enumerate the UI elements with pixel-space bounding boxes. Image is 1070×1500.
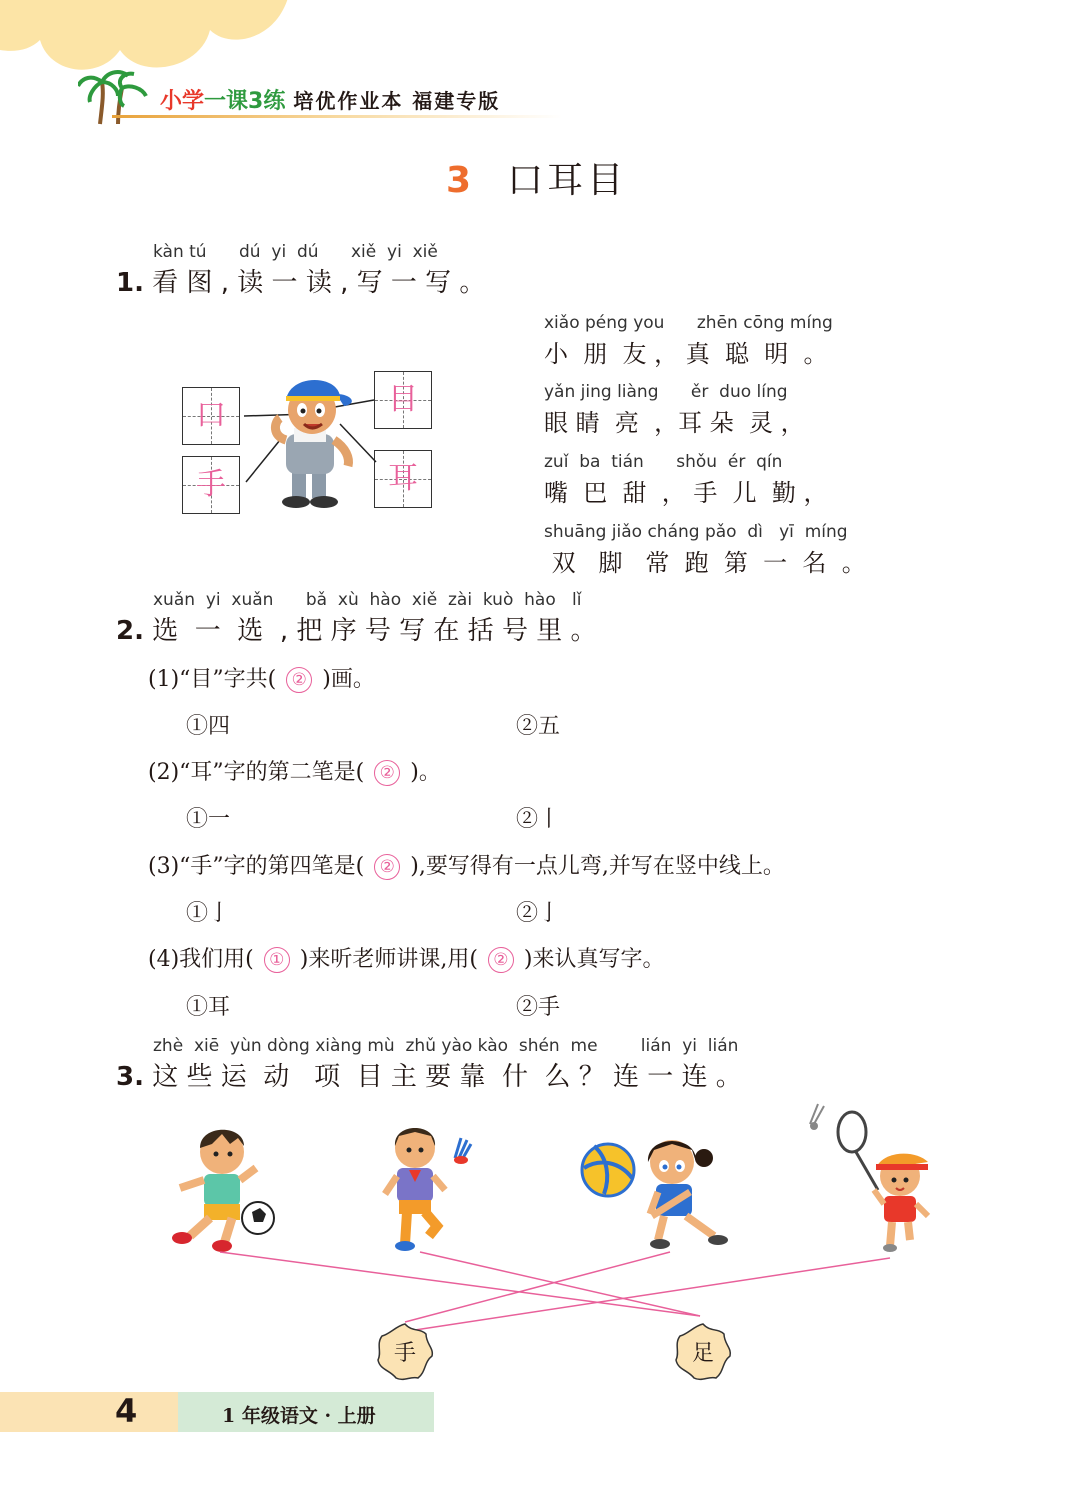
book-label: 1 年级语文 · 上册 <box>222 1405 376 1427</box>
lesson-name: 口耳目 <box>507 160 628 201</box>
poem-line-3-pinyin: zuǐ ba tián shǒu ér qín <box>544 452 783 472</box>
q2-number: 2. <box>116 616 144 646</box>
grid-char-text: 目 <box>388 382 418 417</box>
brand-part-b: 一课3练 <box>204 89 286 114</box>
boy-illustration <box>240 370 380 510</box>
answer-mark: ① <box>264 947 290 973</box>
q2-item-2 <box>148 755 441 786</box>
lesson-number: 3 <box>446 160 472 201</box>
q1-number: 1. <box>116 268 144 298</box>
q2-item-1-post: )画。 <box>322 667 375 692</box>
q2-item-3-pre: (3)“手”字的第四笔是( <box>148 854 365 879</box>
q2-item-3-option-2: ②亅 <box>516 901 561 926</box>
brand-part-a: 小学 <box>160 89 205 114</box>
match-target-foot[interactable] <box>672 1322 734 1382</box>
header-title <box>160 84 500 115</box>
poem-line-1: 小 朋 友 ， 真 聪 明 。 <box>544 340 828 368</box>
grid-char-mouth <box>182 387 240 445</box>
grid-char-text: 手 <box>196 467 226 502</box>
answer-mark: ② <box>488 947 514 973</box>
poem-line-4: 双 脚 常 跑 第 一 名 。 <box>544 549 866 577</box>
match-target-label: 手 <box>393 1341 416 1366</box>
header-underline <box>112 115 562 118</box>
volleyball-girl-illustration <box>580 1128 740 1253</box>
q2-item-1-pre: (1)“目”字共( <box>148 667 277 692</box>
soccer-player-illustration <box>160 1118 280 1253</box>
q2-item-4-post: )来认真写字。 <box>523 947 665 972</box>
q3-pinyin: zhè xiē yùn dòng xiàng mù zhǔ yào kào shén me lián yi lián <box>153 1036 739 1056</box>
q2-heading <box>116 610 596 647</box>
grid-char-ear <box>374 450 432 508</box>
match-target-label: 足 <box>691 1341 714 1366</box>
footer-left-band <box>0 1392 180 1432</box>
q1-text: 看 图 , 读 一 读 , 写 一 写 。 <box>152 268 486 298</box>
poem-line-1-pinyin: xiǎo péng you zhēn cōng míng <box>544 313 833 333</box>
q2-item-2-option-2: ②丨 <box>516 807 561 832</box>
q2-item-2-post: )。 <box>410 760 441 785</box>
page-number: 4 <box>115 1392 138 1430</box>
q2-item-1-option-2: ②五 <box>516 714 561 739</box>
q2-item-2-option-1: ①一 <box>186 807 231 832</box>
answer-mark: ② <box>374 854 400 880</box>
q2-item-4-option-2: ②手 <box>516 995 561 1020</box>
matching-lines <box>0 1240 1070 1340</box>
q3-text: 这 些 运 动 项 目 主 要 靠 什 么 ？ 连 一 连 。 <box>143 1062 742 1092</box>
q2-item-4-option-1: ①耳 <box>186 995 231 1020</box>
answer-mark: ② <box>286 667 312 693</box>
q2-item-3-post: ),要写得有一点儿弯,并写在竖中线上。 <box>410 854 785 879</box>
q3-heading <box>116 1056 742 1093</box>
badminton-girl-illustration <box>804 1100 934 1255</box>
poem-line-3: 嘴 巴 甜 ， 手 儿 勤 ， <box>544 479 828 507</box>
poem-line-4-pinyin: shuāng jiǎo cháng pǎo dì yī míng <box>544 522 848 542</box>
q2-item-1-option-1: ①四 <box>186 714 231 739</box>
lesson-title <box>446 152 627 203</box>
poem-line-2-pinyin: yǎn jing liàng ěr duo líng <box>544 382 788 402</box>
q2-item-2-pre: (2)“耳”字的第二笔是( <box>148 760 365 785</box>
q2-text: 选 一 选 , 把 序 号 写 在 括 号 里 。 <box>143 616 597 646</box>
match-target-hand[interactable] <box>374 1322 436 1382</box>
q2-item-3 <box>148 849 785 880</box>
grid-char-hand <box>182 456 240 514</box>
q1-heading <box>116 262 485 299</box>
q2-item-4-mid: )来听老师讲课,用( <box>299 947 478 972</box>
grid-char-text: 耳 <box>388 461 418 496</box>
q3-number: 3. <box>116 1062 144 1092</box>
q2-item-3-option-1: ①亅 <box>186 901 231 926</box>
q2-item-4-pre: (4)我们用( <box>148 947 254 972</box>
q2-item-4 <box>148 942 665 973</box>
shuttlecock-girl-illustration <box>375 1118 475 1253</box>
q2-pinyin: xuǎn yi xuǎn bǎ xù hào xiě zài kuò hào lǐ <box>153 590 582 610</box>
header-subtitle: 培优作业本 福建专版 <box>293 89 501 113</box>
poem-line-2: 眼 睛 亮 ，耳 朵 灵 ， <box>544 409 805 437</box>
grid-char-text: 口 <box>196 398 226 433</box>
q2-item-1 <box>148 662 375 693</box>
q1-pinyin: kàn tú dú yi dú xiě yi xiě <box>153 242 438 262</box>
answer-mark: ② <box>374 760 400 786</box>
grid-char-eye <box>374 371 432 429</box>
